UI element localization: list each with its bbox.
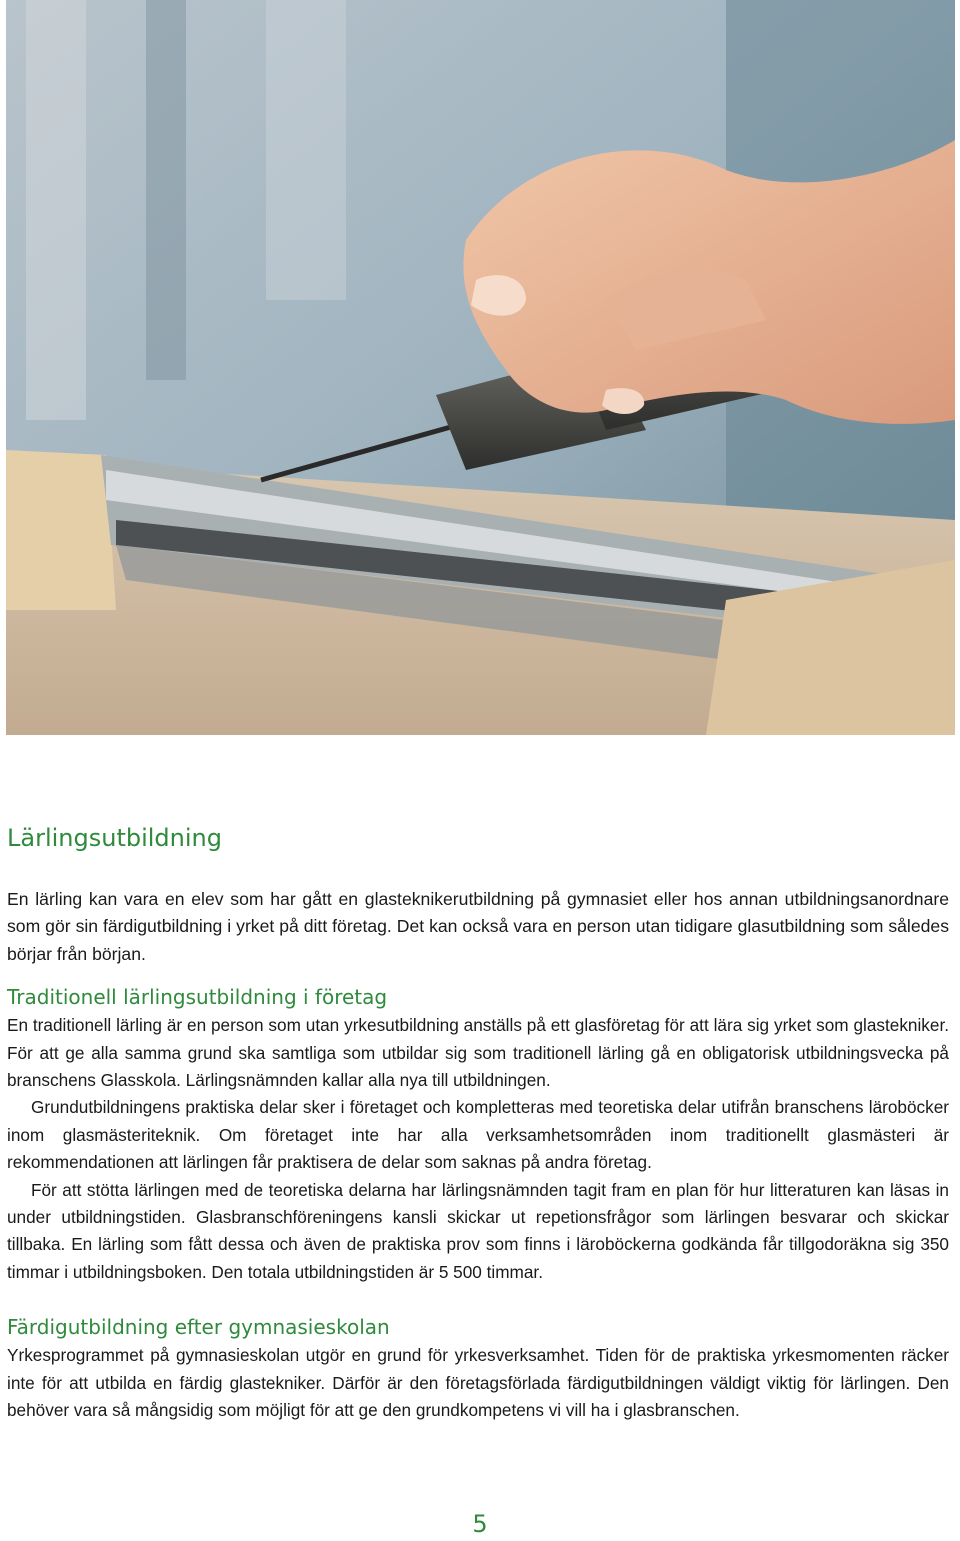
section-upper-secondary-paragraph-1: Yrkesprogrammet på gymnasieskolan utgör en grund för yrkesverksamhet. Tiden för de praktiska yrkesmomenten räcker inte för att utbilda en färdig glastekniker. Därför är den företagsförlada färdigutbildningen väldigt viktig för lärlingen. Den behöver vara så mångsidig som möjligt för att ge den grundkompetens vi vill ha i glasbranschen.	[7, 1345, 949, 1421]
section-traditional-paragraph-1: En traditionell lärling är en person som utan yrkesutbildning anställs på ett glasföretag för att lära sig yrket som glastekniker. För att ge alla samma grund ska samtliga som utbildar sig som traditionell lärling gå en obligatorisk utbildningsvecka på branschens Glasskola. Lärlingsnämnden kallar alla nya till utbildningen.	[7, 1015, 949, 1091]
section-heading-traditional: Traditionell lärlingsutbildning i företag	[7, 985, 388, 1010]
hands-cutting-glass-photo	[6, 0, 955, 735]
page-number: 5	[472, 1510, 488, 1538]
section-traditional-paragraph-2: Grundutbildningens praktiska delar sker i företaget och kompletteras med teoretiska delar utifrån branschens läroböcker inom glasmästeriteknik. Om företaget inte har alla verksamhetsområden inom traditionellt glasmästeri är rekommendationen att lärlingen får praktisera de delar som saknas på andra företag.	[7, 1097, 949, 1173]
section-traditional-paragraph-3: För att stötta lärlingen med de teoretiska delarna har lärlingsnämnden tagit fram en plan för hur litteraturen kan läsas in under utbildningstiden. Glasbranschföreningens kansli skickar ut repetionsfrågor som lärlingen besvarar och skickar tillbaka. En lärling som fått dessa och även de praktiska prov som finns i läroböckerna godkända får tillgodoräkna sig 350 timmar i utbildningsboken. Den totala utbildningstiden är 5 500 timmar.	[7, 1179, 949, 1282]
section-heading-upper-secondary: Färdigutbildning efter gymnasieskolan	[7, 1315, 390, 1340]
intro-paragraph: En lärling kan vara en elev som har gått en glasteknikerutbildning på gymnasiet eller hos annan utbildningsanordnare som gör sin färdigutbildning i yrket på ditt företag. Det kan också vara en person utan tidigare glasutbildning som således börjar från början.	[7, 889, 949, 964]
document-body	[7, 818, 949, 1425]
page-title: Lärlingsutbildning	[7, 824, 222, 852]
